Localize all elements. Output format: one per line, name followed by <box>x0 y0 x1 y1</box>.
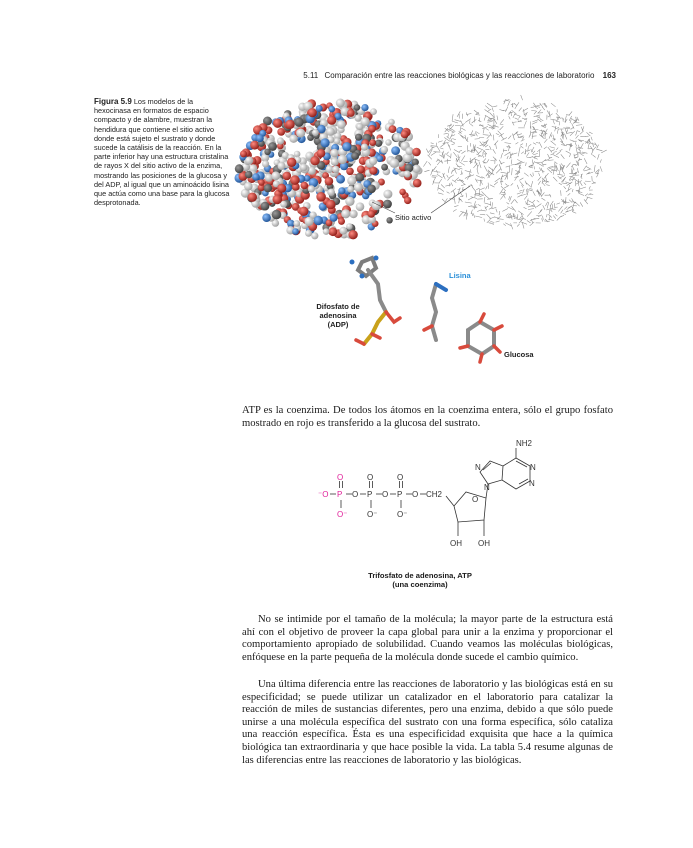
bridge-o-3: O <box>412 490 419 499</box>
intro-paragraph: ATP es la coenzima. De todos los átomos en la coenzima entera, sólo el grupo fosfato mostrado en rojo es transferido a la glucosa del sustrato. <box>242 405 613 429</box>
nh2-label: NH2 <box>516 439 533 448</box>
body-paragraph-1: No se intimide por el tamaño de la molécula; la mayor parte de la estructura está ahí con el objetivo de proveer la capa global para unir a la enzima y proporcionar el comportamiento apropiado de solubilidad. Cuando veamos las moléculas biológicas, enfóquese en la parte pequeña de la molécula donde sucede el cambio químico. <box>242 614 613 663</box>
body-paragraph-2: Una última diferencia entre las reacciones de laboratorio y las biológicas está en su especificidad; se puede utilizar un catalizador en el laboratorio para catalizar la reacción de miles de sustancias diferentes, pero una enzima, debido a que sólo puede unirse a una molécula específica del sustrato con una forma específica, sólo cataliza una reacción específica. Ésta es una especificidad exquisita que hace a la química biológica tan extraordinaria y que hace posible la vida. La tabla 5.4 resume algunas de las diferencias entre las reacciones de laboratorio y las biológicas. <box>242 679 613 766</box>
n1-label: N <box>530 463 536 472</box>
beta-o-minus: O⁻ <box>367 510 378 519</box>
gamma-o-minus: O⁻ <box>337 510 348 519</box>
figure-caption-text: Los modelos de la hexocinasa en formatos de espacio compacto y de alambre, muestran la hendidura que contiene el sitio activo donde está sujeto el sustrato y donde sucede la catálisis de la reacción. En la parte inferior hay una estructura cristalina de rayos X del sitio activo de la enzima, mostrando las posiciones de la glucosa y del ADP, al igual que un aminoácido lisina que actúa como una base para la glucosa desprotonada. <box>94 97 230 208</box>
adp-label-line1: Difosfato de <box>316 302 360 311</box>
bridge-o-2: O <box>382 490 389 499</box>
alpha-p-label: P <box>397 490 403 499</box>
atp-caption-line2: (una coenzima) <box>392 580 448 589</box>
gamma-o-minus-left: ⁻O <box>318 490 329 499</box>
alpha-o-top: O <box>397 473 404 482</box>
n9-label: N <box>484 483 490 492</box>
atp-caption-line1: Trifosfato de adenosina, ATP <box>368 571 472 580</box>
alpha-o-minus: O⁻ <box>397 510 408 519</box>
bridge-o-1: O <box>352 490 359 499</box>
gamma-o-top: O <box>337 473 344 482</box>
oh-right-label: OH <box>478 539 490 548</box>
ring-o-label: O <box>472 495 479 504</box>
figure-label: Figura 5.9 <box>94 97 132 106</box>
adp-label-line2: adenosina <box>319 311 357 320</box>
atp-caption <box>330 571 510 589</box>
page-number: 163 <box>602 71 616 80</box>
gamma-phosphate <box>318 473 347 519</box>
beta-o-top: O <box>367 473 374 482</box>
ch2-label: CH2 <box>426 490 443 499</box>
glucose-label: Glucosa <box>504 350 534 359</box>
section-number: 5.11 <box>303 71 319 80</box>
n3-label: N <box>529 479 535 488</box>
n7-label: N <box>475 463 481 472</box>
lysine-label: Lisina <box>449 271 471 280</box>
adp-label-line3: (ADP) <box>327 320 349 329</box>
gamma-p-label: P <box>337 490 343 499</box>
beta-p-label: P <box>367 490 373 499</box>
oh-left-label: OH <box>450 539 462 548</box>
section-title: Comparación entre las reacciones biológicas y las reacciones de laboratorio <box>324 71 595 80</box>
active-site-label: Sitio activo <box>395 213 432 222</box>
